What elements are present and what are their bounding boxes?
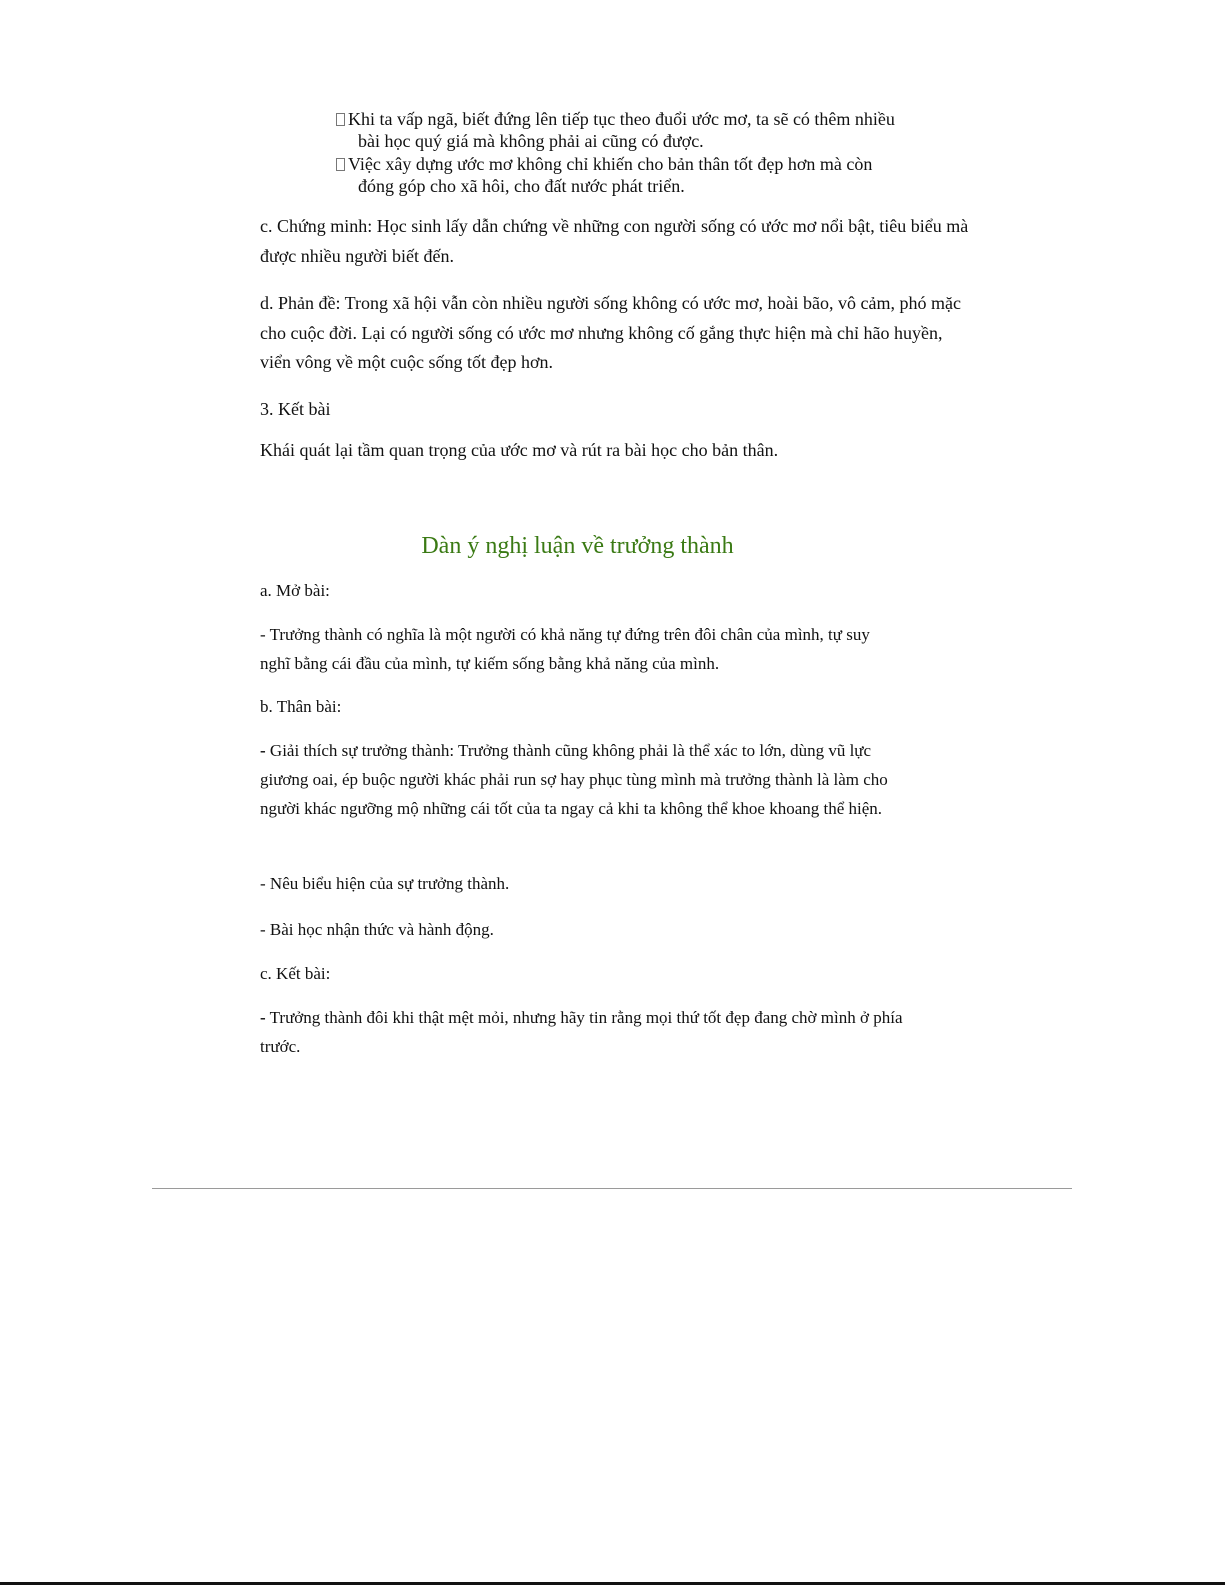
giai-thich-text: Giải thích sự trưởng thành: Trưởng thành cũng không phải là thể xác to lớn, dùng vũ lực giương oai, ép buộc người khác phải run sợ hay phục tùng mình mà trưởng thành là làm cho người khác ngưỡng mộ những cái tốt của ta ngay cả khi ta không thể khoe khoang thể hiện. [260, 741, 888, 818]
bullet-line: bài học quý giá mà không phải ai cũng có được. [358, 131, 704, 151]
than-bai-heading: b. Thân bài: [260, 697, 342, 716]
mo-bai-paragraph: - Trưởng thành có nghĩa là một người có khả năng tự đứng trên đôi chân của mình, tự suy nghĩ bằng cái đầu của mình, tự kiếm sống bằng khả năng của mình. [260, 625, 870, 673]
bullet-item [336, 153, 956, 197]
bai-hoc-line: - Bài học nhận thức và hành động. [260, 920, 494, 939]
section-title: Dàn ý nghị luận về trưởng thành [421, 533, 734, 559]
giai-thich-paragraph [260, 736, 900, 823]
bieu-hien-line: - Nêu biểu hiện của sự trưởng thành. [260, 874, 510, 893]
page-divider [152, 1188, 1072, 1189]
ket-bai-heading: 3. Kết bài [260, 399, 331, 419]
bullet-item [336, 108, 956, 152]
phan-de-paragraph: d. Phản đề: Trong xã hội vẫn còn nhiều người sống không có ước mơ, hoài bão, vô cảm, phó mặc cho cuộc đời. Lại có người sống có ước mơ nhưng không cố gắng thực hiện mà chỉ hão huyền, viển vông về một cuộc sống tốt đẹp hơn. [260, 293, 961, 372]
ket-bai-paragraph-2 [260, 1003, 910, 1061]
ket-bai-text: Trưởng thành đôi khi thật mệt mỏi, nhưng hãy tin rằng mọi thứ tốt đẹp đang chờ mình ở phía trước. [260, 1008, 903, 1056]
dash: - [260, 741, 266, 760]
bullet-box-icon [336, 113, 345, 126]
bullet-box-icon [336, 158, 345, 171]
chung-minh-paragraph: c. Chứng minh: Học sinh lấy dẫn chứng về những con người sống có ước mơ nổi bật, tiêu biểu mà được nhiều người biết đến. [260, 216, 969, 266]
bullet-line: Khi ta vấp ngã, biết đứng lên tiếp tục theo đuổi ước mơ, ta sẽ có thêm nhiều [348, 109, 895, 129]
ket-bai-paragraph: Khái quát lại tầm quan trọng của ước mơ và rút ra bài học cho bản thân. [260, 440, 779, 460]
bullet-line: Việc xây dựng ước mơ không chỉ khiến cho bản thân tốt đẹp hơn mà còn [348, 154, 873, 174]
mo-bai-heading: a. Mở bài: [260, 581, 330, 600]
dash: - [260, 1008, 266, 1027]
ket-bai-heading-2: c. Kết bài: [260, 964, 331, 983]
bullet-line: đóng góp cho xã hôi, cho đất nước phát triển. [358, 176, 685, 196]
